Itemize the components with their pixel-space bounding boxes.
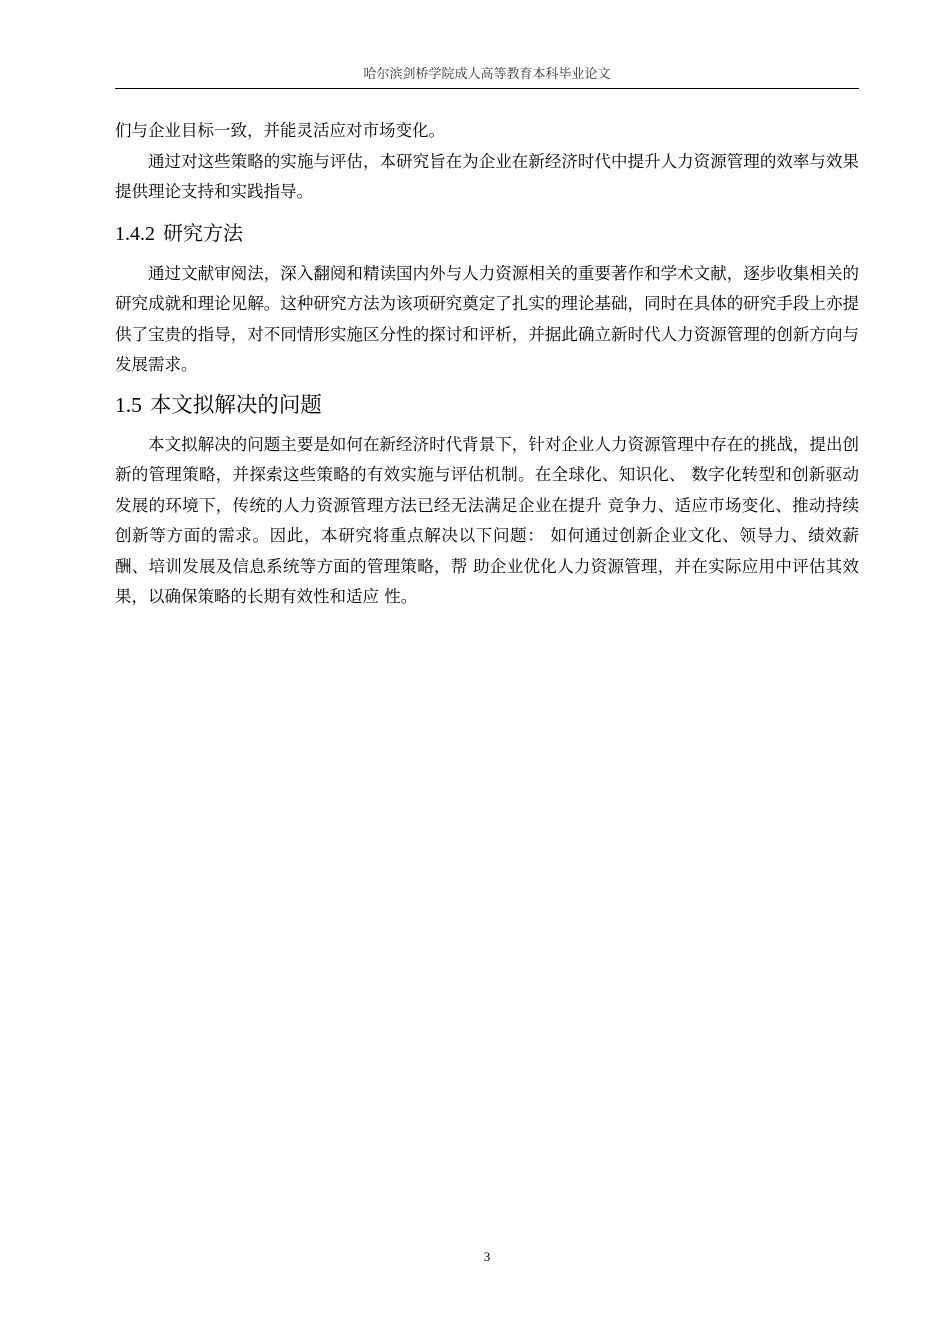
paragraph-research-method: 通过文献审阅法，深入翻阅和精读国内外与人力资源相关的重要著作和学术文献，逐步收集相关的研究成就和理论见解。这种研究方法为该项研究奠定了扎实的理论基础，同时在具体的研究手段上亦提供了宝贵的指导，对不同情形实施区分性的探讨和评析，并据此确立新时代人力资源管理的创新方向与发展需求。 bbox=[115, 263, 859, 374]
document-body bbox=[115, 116, 859, 613]
running-header: 哈尔滨剑桥学院成人高等教育本科毕业论文 bbox=[363, 67, 611, 82]
section-title: 研究方法 bbox=[163, 220, 243, 245]
section-number: 1.5 bbox=[115, 392, 142, 417]
section-number: 1.4.2 bbox=[115, 222, 155, 245]
section-title: 本文拟解决的问题 bbox=[149, 392, 322, 418]
section-heading-1-5 bbox=[115, 391, 859, 420]
header-rule bbox=[115, 88, 859, 89]
paragraph-problem-statement: 本文拟解决的问题主要是如何在新经济时代背景下，针对企业人力资源管理中存在的挑战，提出创新的管理策略，并探索这些策略的有效实施与评估机制。在全球化、知识化、 数字化转型和创新驱动发展的环境下，传统的人力资源管理方法已经无法满足企业在提升 竞争力、适应市场变化、推动持续创新等方面的需求。因此，本研究将重点解决以下问题： 如何通过创新企业文化、领导力、绩效薪酬、培训发展及信息系统等方面的管理策略，帮 助企业优化人力资源管理，并在实际应用中评估其效果，以确保策略的长期有效性和适应 性。 bbox=[115, 434, 859, 606]
section-heading-1-4-2 bbox=[115, 220, 859, 247]
paragraph-continuation: 们与企业目标一致，并能灵活应对市场变化。 bbox=[115, 121, 445, 140]
paragraph-research-goal: 通过对这些策略的实施与评估，本研究旨在为企业在新经济时代中提升人力资源管理的效率与效果提供理论支持和实践指导。 bbox=[115, 151, 859, 201]
page-number: 3 bbox=[483, 1249, 491, 1264]
